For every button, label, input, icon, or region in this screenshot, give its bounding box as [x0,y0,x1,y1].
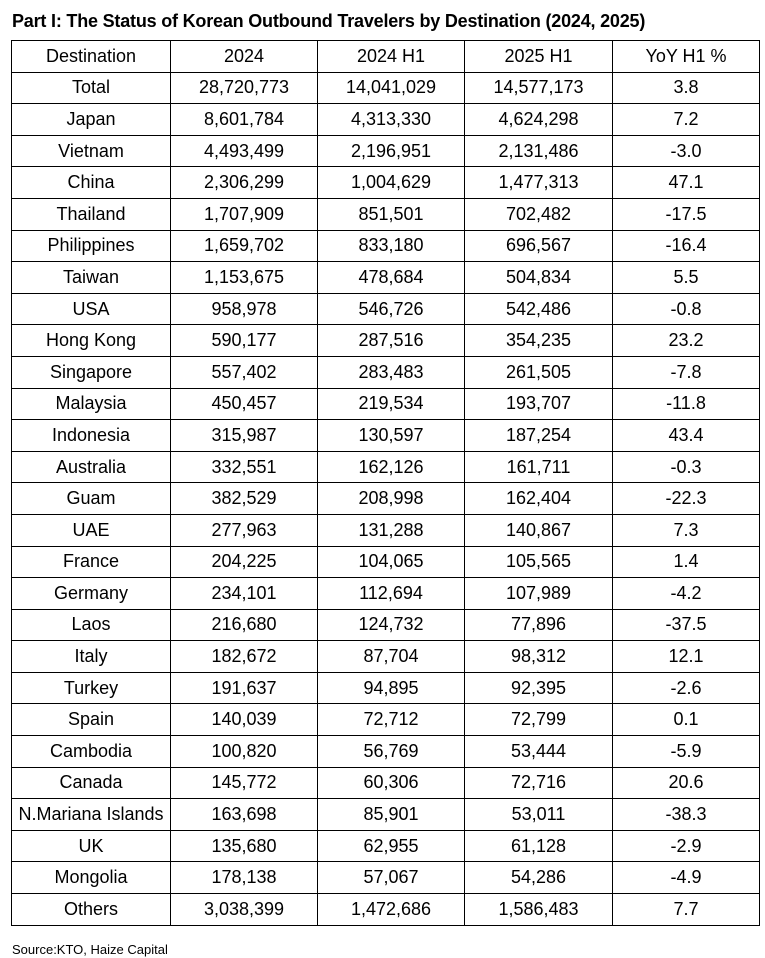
value-2024-h1-cell: 478,684 [318,262,465,294]
value-2024-h1-cell: 162,126 [318,451,465,483]
yoy-h1-cell: 1.4 [613,546,760,578]
table-row [12,799,760,831]
destination-cell: Others [12,894,171,926]
destination-cell: Mongolia [12,862,171,894]
value-2024-cell: 450,457 [171,388,318,420]
table-row [12,388,760,420]
table-row [12,514,760,546]
column-header-yoy-h1: YoY H1 % [613,41,760,73]
yoy-h1-cell: -4.9 [613,862,760,894]
value-2024-cell: 1,153,675 [171,262,318,294]
value-2024-h1-cell: 62,955 [318,830,465,862]
value-2024-h1-cell: 1,472,686 [318,894,465,926]
value-2024-cell: 8,601,784 [171,104,318,136]
value-2024-h1-cell: 219,534 [318,388,465,420]
destination-cell: Thailand [12,198,171,230]
value-2024-h1-cell: 104,065 [318,546,465,578]
table-row [12,704,760,736]
yoy-h1-cell: 23.2 [613,325,760,357]
value-2024-cell: 1,707,909 [171,198,318,230]
destination-cell: Germany [12,578,171,610]
table-body [12,72,760,925]
value-2024-cell: 315,987 [171,420,318,452]
destination-cell: Taiwan [12,262,171,294]
destination-cell: Italy [12,641,171,673]
destination-cell: Canada [12,767,171,799]
table-row [12,198,760,230]
value-2024-cell: 382,529 [171,483,318,515]
table-title: Part I: The Status of Korean Outbound Travelers by Destination (2024, 2025) [12,11,646,31]
destination-cell: USA [12,293,171,325]
table-row [12,356,760,388]
value-2025-h1-cell: 261,505 [465,356,613,388]
yoy-h1-cell: 47.1 [613,167,760,199]
header-row [12,41,760,73]
value-2025-h1-cell: 54,286 [465,862,613,894]
yoy-h1-cell: -3.0 [613,135,760,167]
table-row [12,672,760,704]
value-2025-h1-cell: 92,395 [465,672,613,704]
value-2024-h1-cell: 833,180 [318,230,465,262]
value-2024-h1-cell: 546,726 [318,293,465,325]
value-2025-h1-cell: 542,486 [465,293,613,325]
yoy-h1-cell: -5.9 [613,736,760,768]
value-2024-h1-cell: 56,769 [318,736,465,768]
value-2025-h1-cell: 61,128 [465,830,613,862]
value-2024-h1-cell: 283,483 [318,356,465,388]
value-2024-h1-cell: 57,067 [318,862,465,894]
value-2024-cell: 277,963 [171,514,318,546]
destination-cell: Japan [12,104,171,136]
value-2025-h1-cell: 53,011 [465,799,613,831]
destination-cell: Hong Kong [12,325,171,357]
value-2024-h1-cell: 4,313,330 [318,104,465,136]
yoy-h1-cell: 7.2 [613,104,760,136]
value-2025-h1-cell: 107,989 [465,578,613,610]
yoy-h1-cell: 0.1 [613,704,760,736]
destination-cell: Laos [12,609,171,641]
value-2024-cell: 191,637 [171,672,318,704]
value-2024-h1-cell: 130,597 [318,420,465,452]
value-2025-h1-cell: 1,586,483 [465,894,613,926]
value-2025-h1-cell: 4,624,298 [465,104,613,136]
yoy-h1-cell: 7.3 [613,514,760,546]
value-2024-h1-cell: 112,694 [318,578,465,610]
value-2025-h1-cell: 98,312 [465,641,613,673]
value-2024-cell: 557,402 [171,356,318,388]
yoy-h1-cell: 20.6 [613,767,760,799]
value-2024-h1-cell: 14,041,029 [318,72,465,104]
value-2025-h1-cell: 696,567 [465,230,613,262]
value-2025-h1-cell: 504,834 [465,262,613,294]
column-header-2025-h1: 2025 H1 [465,41,613,73]
column-header-destination: Destination [12,41,171,73]
destination-cell: Philippines [12,230,171,262]
table-row [12,451,760,483]
value-2024-cell: 204,225 [171,546,318,578]
table-row [12,894,760,926]
table-row [12,293,760,325]
destination-cell: Cambodia [12,736,171,768]
value-2025-h1-cell: 72,799 [465,704,613,736]
destination-cell: Australia [12,451,171,483]
column-header-2024: 2024 [171,41,318,73]
value-2024-cell: 163,698 [171,799,318,831]
destination-cell: N.Mariana Islands [12,799,171,831]
value-2024-h1-cell: 1,004,629 [318,167,465,199]
yoy-h1-cell: -2.9 [613,830,760,862]
table-row [12,767,760,799]
value-2024-h1-cell: 2,196,951 [318,135,465,167]
value-2024-cell: 216,680 [171,609,318,641]
value-2024-h1-cell: 94,895 [318,672,465,704]
table-row [12,578,760,610]
value-2024-h1-cell: 287,516 [318,325,465,357]
destination-cell: UAE [12,514,171,546]
value-2025-h1-cell: 105,565 [465,546,613,578]
value-2024-cell: 135,680 [171,830,318,862]
table-row [12,420,760,452]
table-row [12,104,760,136]
value-2024-cell: 100,820 [171,736,318,768]
destination-cell: Vietnam [12,135,171,167]
value-2024-cell: 4,493,499 [171,135,318,167]
value-2024-h1-cell: 85,901 [318,799,465,831]
value-2025-h1-cell: 72,716 [465,767,613,799]
table-row [12,641,760,673]
value-2024-h1-cell: 131,288 [318,514,465,546]
value-2024-cell: 145,772 [171,767,318,799]
yoy-h1-cell: 43.4 [613,420,760,452]
value-2025-h1-cell: 14,577,173 [465,72,613,104]
table-row [12,325,760,357]
value-2024-h1-cell: 851,501 [318,198,465,230]
destination-cell: Singapore [12,356,171,388]
table-row [12,546,760,578]
value-2025-h1-cell: 161,711 [465,451,613,483]
value-2024-cell: 3,038,399 [171,894,318,926]
yoy-h1-cell: -4.2 [613,578,760,610]
table-row [12,135,760,167]
yoy-h1-cell: -7.8 [613,356,760,388]
table-row [12,167,760,199]
value-2024-cell: 28,720,773 [171,72,318,104]
value-2025-h1-cell: 193,707 [465,388,613,420]
value-2025-h1-cell: 53,444 [465,736,613,768]
value-2024-cell: 2,306,299 [171,167,318,199]
destination-cell: Spain [12,704,171,736]
table-row [12,72,760,104]
value-2024-h1-cell: 60,306 [318,767,465,799]
destination-cell: UK [12,830,171,862]
value-2024-cell: 182,672 [171,641,318,673]
yoy-h1-cell: -16.4 [613,230,760,262]
value-2025-h1-cell: 187,254 [465,420,613,452]
value-2025-h1-cell: 77,896 [465,609,613,641]
yoy-h1-cell: -11.8 [613,388,760,420]
value-2025-h1-cell: 702,482 [465,198,613,230]
destination-cell: Guam [12,483,171,515]
value-2025-h1-cell: 140,867 [465,514,613,546]
yoy-h1-cell: -37.5 [613,609,760,641]
yoy-h1-cell: -0.3 [613,451,760,483]
value-2024-h1-cell: 124,732 [318,609,465,641]
value-2025-h1-cell: 1,477,313 [465,167,613,199]
travelers-table [11,40,760,926]
value-2024-cell: 1,659,702 [171,230,318,262]
value-2025-h1-cell: 354,235 [465,325,613,357]
table-row [12,609,760,641]
value-2024-h1-cell: 208,998 [318,483,465,515]
destination-cell: France [12,546,171,578]
yoy-h1-cell: -22.3 [613,483,760,515]
yoy-h1-cell: 12.1 [613,641,760,673]
table-row [12,830,760,862]
table-row [12,862,760,894]
table-row [12,483,760,515]
destination-cell: Total [12,72,171,104]
destination-cell: Indonesia [12,420,171,452]
column-header-2024-h1: 2024 H1 [318,41,465,73]
source-note: Source:KTO, Haize Capital [12,942,168,957]
table-row [12,262,760,294]
table-row [12,736,760,768]
value-2024-cell: 234,101 [171,578,318,610]
value-2024-cell: 332,551 [171,451,318,483]
destination-cell: China [12,167,171,199]
value-2024-h1-cell: 72,712 [318,704,465,736]
value-2025-h1-cell: 162,404 [465,483,613,515]
table-row [12,230,760,262]
yoy-h1-cell: -2.6 [613,672,760,704]
destination-cell: Turkey [12,672,171,704]
yoy-h1-cell: -38.3 [613,799,760,831]
value-2025-h1-cell: 2,131,486 [465,135,613,167]
destination-cell: Malaysia [12,388,171,420]
value-2024-h1-cell: 87,704 [318,641,465,673]
yoy-h1-cell: 5.5 [613,262,760,294]
value-2024-cell: 178,138 [171,862,318,894]
yoy-h1-cell: -17.5 [613,198,760,230]
value-2024-cell: 140,039 [171,704,318,736]
yoy-h1-cell: 3.8 [613,72,760,104]
value-2024-cell: 590,177 [171,325,318,357]
yoy-h1-cell: 7.7 [613,894,760,926]
yoy-h1-cell: -0.8 [613,293,760,325]
value-2024-cell: 958,978 [171,293,318,325]
